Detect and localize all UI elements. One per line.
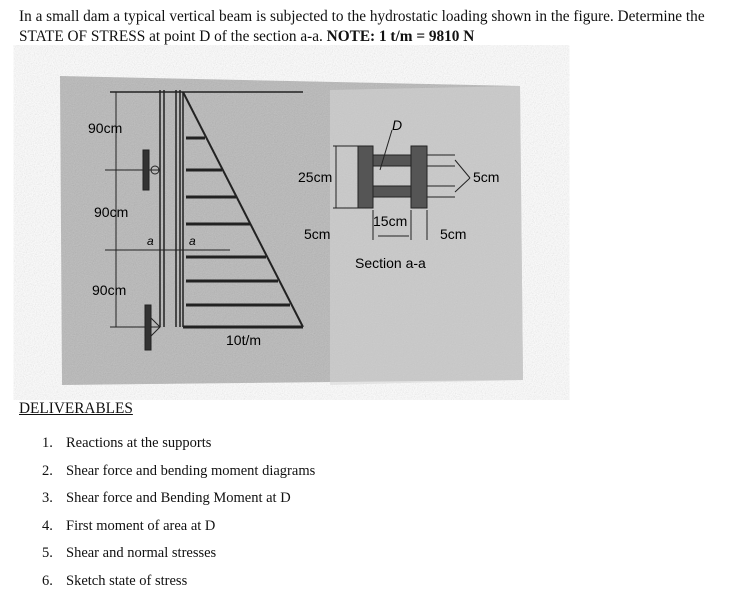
item-text: Shear force and bending moment diagrams: [66, 462, 316, 479]
item-number: 2.: [42, 462, 53, 479]
problem-note: NOTE: 1 t/m = 9810 N: [326, 28, 475, 45]
item-number: 6.: [42, 572, 53, 589]
height-label: 25cm: [298, 169, 333, 185]
list-item: [42, 490, 315, 518]
list-item: [42, 435, 315, 463]
deliverables-heading: DELIVERABLES: [19, 400, 133, 417]
item-number: 5.: [42, 545, 53, 562]
list-item: [42, 463, 315, 491]
thickness-label: 5cm: [473, 169, 500, 185]
section-caption: Section a-a: [355, 255, 426, 271]
item-text: Sketch state of stress: [66, 572, 188, 589]
item-text: Shear and normal stresses: [66, 545, 217, 562]
item-number: 3.: [42, 490, 53, 507]
item-text: First moment of area at D: [66, 517, 216, 534]
section-mark-right: a: [189, 234, 196, 248]
item-text: Shear force and Bending Moment at D: [66, 490, 291, 507]
dim-mid-label: 90cm: [94, 204, 129, 220]
right-flange-label: 5cm: [440, 226, 467, 242]
dim-top-label: 90cm: [88, 120, 123, 136]
item-text: Reactions at the supports: [66, 435, 212, 451]
deliverables-list: [42, 435, 315, 601]
list-item: [42, 518, 315, 546]
web-length-label: 15cm: [373, 213, 408, 229]
load-label: 10t/m: [226, 332, 262, 348]
item-number: 4.: [42, 517, 53, 534]
list-item: [42, 573, 315, 601]
point-d-label: D: [392, 117, 403, 133]
problem-text: In a small dam a typical vertical beam is subjected to the hydrostatic loading shown in the figure. Determine the STATE OF STRESS at point D of the section a-a.: [19, 8, 705, 45]
list-item: [42, 545, 315, 573]
section-mark-left: a: [147, 234, 154, 248]
dim-bottom-label: 90cm: [92, 282, 127, 298]
item-number: 1.: [42, 435, 53, 451]
left-flange-label: 5cm: [304, 226, 331, 242]
